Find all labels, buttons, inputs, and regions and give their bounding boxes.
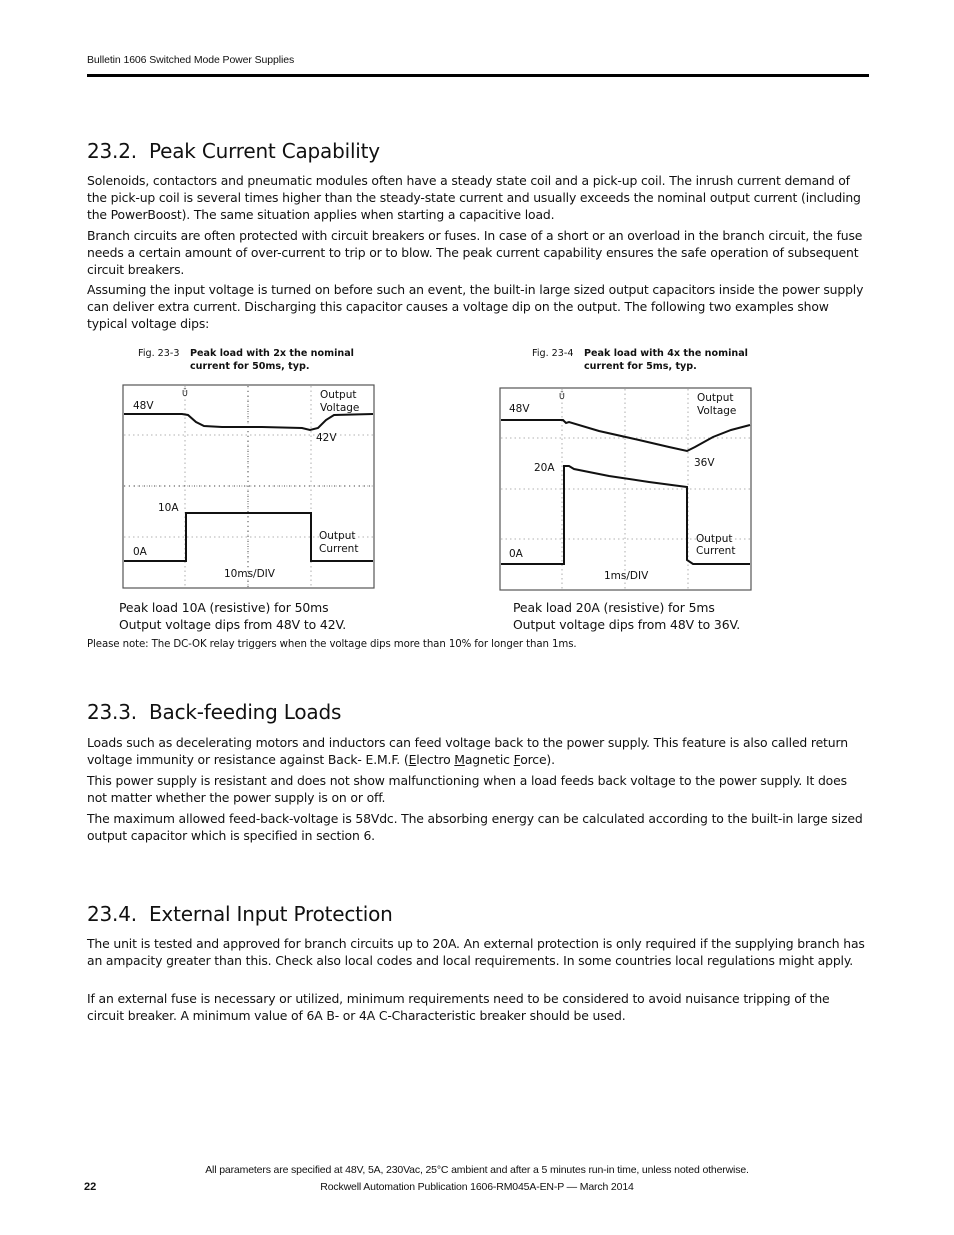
section-title: Peak Current Capability xyxy=(149,139,380,163)
oscilloscope-trace-fig-23-4 xyxy=(499,387,753,592)
current-high-label: 20A xyxy=(534,462,555,474)
voltage-high-label: 48V xyxy=(509,403,530,415)
paragraph: Assuming the input voltage is turned on before such an event, the built-in large sized output capacitors inside the power supply can deliver extra current. Discharging this capacitor causes a voltage dip on the output. The following two examples show typical voltage dips: xyxy=(87,282,864,331)
svg-text:Ū: Ū xyxy=(559,392,565,401)
figure-description-line: Peak load 20A (resistive) for 5ms xyxy=(513,600,715,615)
trace-label-current: Current xyxy=(696,545,736,557)
running-header: Bulletin 1606 Switched Mode Power Supplies xyxy=(87,54,295,66)
trace-label-current: Current xyxy=(319,543,359,555)
header-rule xyxy=(87,74,869,77)
figure-description xyxy=(513,600,740,633)
voltage-low-label: 36V xyxy=(694,457,715,469)
figure-description-line: Output voltage dips from 48V to 42V. xyxy=(119,616,347,632)
paragraph: The maximum allowed feed-back-voltage is 58Vdc. The absorbing energy can be calculated according to the built-in large sized output capacitor which is specified in section 6. xyxy=(87,811,863,843)
figure-number: Fig. 23-3 xyxy=(138,348,180,359)
section-title: Back-feeding Loads xyxy=(149,700,342,724)
trace-label-voltage: Output xyxy=(320,389,357,401)
figure-description-line: Peak load 10A (resistive) for 50ms xyxy=(119,600,329,615)
trace-label-voltage: Voltage xyxy=(320,402,360,414)
text-run: F xyxy=(513,751,521,767)
paragraph: This power supply is resistant and does not show malfunctioning when a load feeds back voltage to the power supply. It does not matter whether the power supply is on or off. xyxy=(87,773,847,805)
text-run: orce). xyxy=(520,751,555,767)
oscilloscope-trace-fig-23-3 xyxy=(122,384,376,590)
paragraph xyxy=(87,735,869,769)
text-run: lectro xyxy=(416,751,455,767)
figure-description-line: Output voltage dips from 48V to 36V. xyxy=(513,616,741,632)
current-zero-label: 0A xyxy=(133,546,147,558)
trace-label-voltage: Voltage xyxy=(697,405,737,417)
text-run: agnetic xyxy=(464,751,514,767)
figure-title: Peak load with 2x the nominal current for 50ms, typ. xyxy=(190,348,354,372)
figure-caption xyxy=(138,347,390,373)
paragraph: If an external fuse is necessary or utilized, minimum requirements need to be considered to avoid nuisance tripping of the circuit breaker. A minimum value of 6A B- or 4A C-Characteristic breaker should be used. xyxy=(87,991,830,1023)
trace-label-voltage: Output xyxy=(697,392,734,404)
paragraph: The unit is tested and approved for branch circuits up to 20A. An external protection is only required if the supplying branch has an ampacity greater than this. Check also local codes and local requirements. In some countries local regulations might apply. xyxy=(87,936,865,968)
timebase-label: 1ms/DIV xyxy=(604,570,649,582)
footer-publication: Rockwell Automation Publication 1606-RM045A-EN-P — March 2014 xyxy=(320,1181,634,1193)
section-number: 23.2. xyxy=(87,139,137,163)
section-heading-external-protection xyxy=(87,902,393,926)
figure-number: Fig. 23-4 xyxy=(532,348,574,359)
trace-label-current: Output xyxy=(696,533,733,545)
section-number: 23.3. xyxy=(87,700,137,724)
section-number: 23.4. xyxy=(87,902,137,926)
voltage-low-label: 42V xyxy=(316,432,337,444)
page-number: 22 xyxy=(84,1181,97,1193)
section-heading-peak-current xyxy=(87,139,380,163)
note: Please note: The DC-OK relay triggers when the voltage dips more than 10% for longer than 1ms. xyxy=(87,639,577,650)
section-heading-back-feeding xyxy=(87,700,341,724)
text-run: E xyxy=(408,751,417,767)
footer-conditions: All parameters are specified at 48V, 5A, 230Vac, 25°C ambient and after a 5 minutes run-in time, unless noted otherwise. xyxy=(205,1164,749,1176)
trace-label-current: Output xyxy=(319,530,356,542)
svg-text:Ū: Ū xyxy=(182,389,188,398)
figure-description xyxy=(119,600,346,633)
section-title: External Input Protection xyxy=(149,902,393,926)
current-high-label: 10A xyxy=(158,502,179,514)
text-run: M xyxy=(454,751,465,767)
voltage-high-label: 48V xyxy=(133,400,154,412)
timebase-label: 10ms/DIV xyxy=(224,568,275,580)
figure-caption xyxy=(532,347,784,373)
text-run: Loads such as decelerating motors and inductors can feed voltage back to the power supply. This feature is also called return voltage immunity or resistance against Back- E.M.F. ( xyxy=(87,735,848,767)
paragraph: Solenoids, contactors and pneumatic modules often have a steady state coil and a pick-up coil. The inrush current demand of the pick-up coil is several times higher than the steady-state current and usually exceeds the nominal output current (including the PowerBoost). The same situation applies when starting a capacitive load. xyxy=(87,173,861,222)
figure-title: Peak load with 4x the nominal current for 5ms, typ. xyxy=(584,348,748,372)
paragraph: Branch circuits are often protected with circuit breakers or fuses. In case of a short or an overload in the branch circuit, the fuse needs a certain amount of over-current to trip or to blow. The peak current capability ensures the safe operation of subsequent circuit breakers. xyxy=(87,228,863,277)
current-zero-label: 0A xyxy=(509,548,523,560)
